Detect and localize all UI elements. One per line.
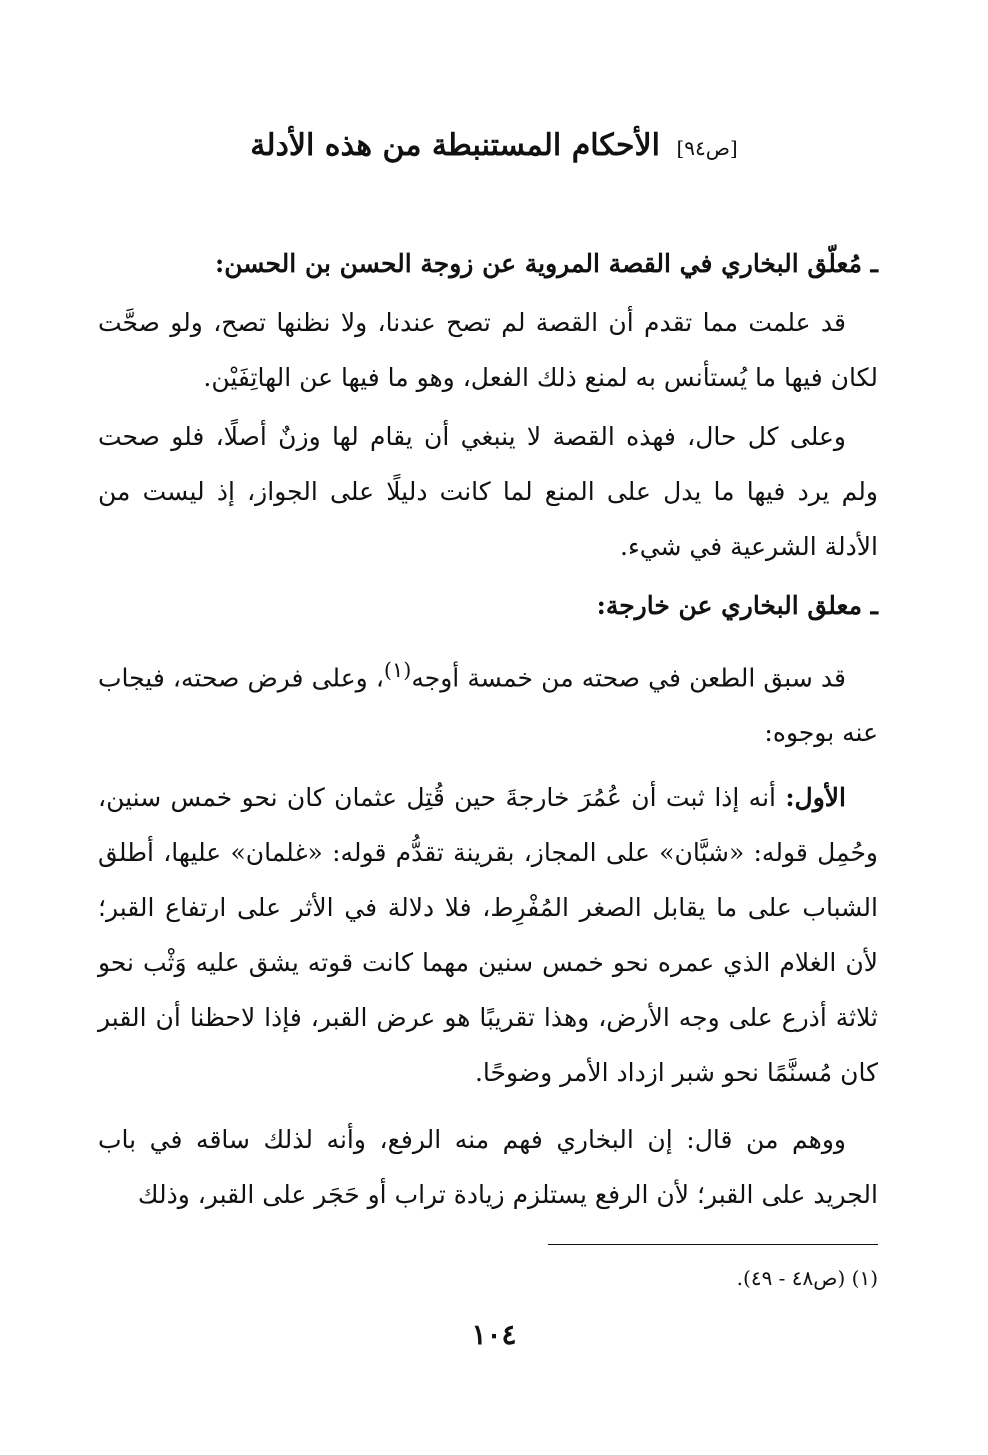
paragraph-4-lead: الأول: bbox=[785, 783, 846, 813]
paragraph-3-text: قد سبق الطعن في صحته من خمسة أوجه bbox=[411, 663, 846, 693]
main-content bbox=[98, 236, 878, 1222]
paragraph-3-rest: ، وعلى فرض صحته، فيجاب عنه بوجوه: bbox=[98, 663, 878, 748]
paragraph-4 bbox=[98, 770, 878, 1100]
paragraph-3 bbox=[98, 643, 878, 760]
page-title bbox=[110, 128, 878, 164]
page-number: ١٠٤ bbox=[471, 1318, 517, 1351]
section-heading-1: ـ مُعلّق البخاري في القصة المروية عن زوجة الحسن بن الحسن: bbox=[214, 249, 878, 278]
title-text: الأحكام المستنبطة من هذه الأدلة bbox=[250, 128, 660, 163]
paragraph-5: ووهم من قال: إن البخاري فهم منه الرفع، وأنه لذلك ساقه في باب الجريد على القبر؛ لأن الرفع يستلزم زيادة تراب أو حَجَر على القبر، وذلك bbox=[98, 1125, 878, 1210]
paragraph-4-text: أنه إذا ثبت أن عُمُرَ خارجةَ حين قُتِل عثمان كان نحو خمس سنين، وحُمِل قوله: «شبَّان» على المجاز، بقرينة تقدُّم قوله: «غلمان» عليها، أطلق الشباب على ما يقابل الصغر المُفْرِط، فلا دلالة في الأثر على ارتفاع القبر؛ لأن الغلام الذي عمره نحو خمس سنين مهما كانت قوته يشق عليه وَثْب نحو ثلاثة أذرع على وجه الأرض، وهذا تقريبًا هو عرض القبر، فإذا لاحظنا أن القبر كان مُسنَّمًا نحو شبر ازداد الأمر وضوحًا. bbox=[98, 783, 878, 1088]
footnote-reference-1: (١) bbox=[383, 658, 412, 682]
paragraph-2: وعلى كل حال، فهذه القصة لا ينبغي أن يقام لها وزنٌ أصلًا، فلو صحت ولم يرد فيها ما يدل على المنع لما كانت دليلًا على الجواز، إذ ليست من الأدلة الشرعية في شيء. bbox=[98, 422, 878, 561]
footnote: (١) (ص٤٨ - ٤٩). bbox=[736, 1266, 878, 1290]
paragraph-1: قد علمت مما تقدم أن القصة لم تصح عندنا، ولا نظنها تصح، ولو صحَّت لكان فيها ما يُستأنس به لمنع ذلك الفعل، وهو ما فيها عن الهاتِفَيْن. bbox=[98, 308, 878, 392]
title-page-reference: [ص٩٤] bbox=[676, 136, 738, 160]
footnote-separator bbox=[548, 1244, 878, 1245]
section-heading-2: ـ معلق البخاري عن خارجة: bbox=[596, 591, 878, 620]
